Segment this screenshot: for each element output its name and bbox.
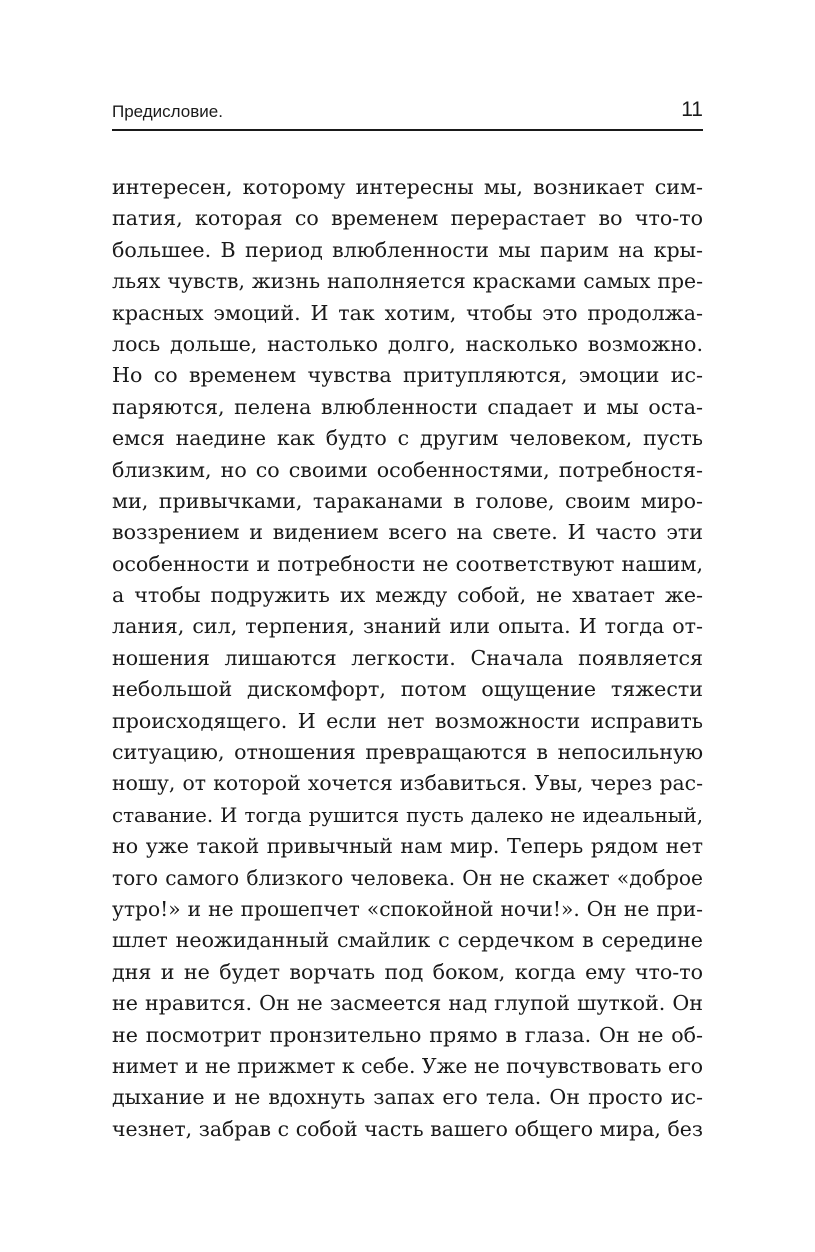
text-line: патия, которая со временем перерастает во что-то	[112, 206, 703, 231]
text-line: ношу, от которой хочется избавиться. Увы, через рас-	[112, 771, 703, 796]
text-line: воззрением и видением всего на свете. И часто эти	[112, 520, 703, 545]
text-line: но уже такой привычный нам мир. Теперь рядом нет	[112, 834, 703, 859]
text-line: льях чувств, жизнь наполняется красками самых пре-	[112, 269, 703, 294]
text-line: не посмотрит пронзительно прямо в глаза. Он не об-	[112, 1022, 703, 1047]
text-line: небольшой дискомфорт, потом ощущение тяжести	[112, 677, 703, 702]
text-line: лания, сил, терпения, знаний или опыта. И тогда от-	[112, 614, 703, 639]
text-line: утро!» и не прошепчет «спокойной ночи!». Он не при-	[112, 896, 703, 921]
text-line: происходящего. И если нет возможности исправить	[112, 708, 703, 733]
text-line: ситуацию, отношения превращаются в непосильную	[112, 740, 703, 765]
text-line: а чтобы подружить их между собой, не хватает же-	[112, 583, 703, 608]
section-title: Предисловие.	[112, 102, 223, 121]
text-line: ми, привычками, тараканами в голове, своим миро-	[112, 488, 703, 513]
text-line: интересен, которому интересны мы, возникает сим-	[112, 175, 703, 199]
body-text	[112, 172, 703, 1145]
text-line: лось дольше, настолько долго, насколько возможно.	[112, 331, 703, 356]
text-line: паряются, пелена влюбленности спадает и мы оста-	[112, 394, 703, 419]
text-line: дня и не будет ворчать под боком, когда ему что-то	[112, 959, 703, 984]
text-line: шлет неожиданный смайлик с сердечком в середине	[112, 928, 703, 953]
text-line: ставание. И тогда рушится пусть далеко не идеальный,	[112, 803, 703, 827]
text-line: ношения лишаются легкости. Сначала появляется	[112, 645, 703, 670]
text-line: особенности и потребности не соответствуют нашим,	[112, 551, 703, 576]
running-header	[112, 96, 703, 130]
text-line: чезнет, забрав с собой часть вашего общего мира, без	[112, 1116, 703, 1141]
text-line: близким, но со своими особенностями, потребностя-	[112, 457, 703, 482]
text-line: емся наедине как будто с другим человеком, пусть	[112, 426, 703, 451]
header-rule	[112, 129, 703, 131]
text-line: нимет и не прижмет к себе. Уже не почувствовать его	[112, 1053, 703, 1078]
text-line: большее. В период влюбленности мы парим на кры-	[112, 237, 703, 262]
text-line: дыхание и не вдохнуть запах его тела. Он просто ис-	[112, 1085, 703, 1110]
text-line: Но со временем чувства притупляются, эмоции ис-	[112, 363, 703, 388]
page-number: 11	[681, 98, 703, 121]
text-line: не нравится. Он не засмеется над глупой шуткой. Он	[112, 991, 703, 1016]
text-line: красных эмоций. И так хотим, чтобы это продолжа-	[112, 300, 703, 325]
text-line: того самого близкого человека. Он не скажет «доброе	[112, 865, 703, 890]
